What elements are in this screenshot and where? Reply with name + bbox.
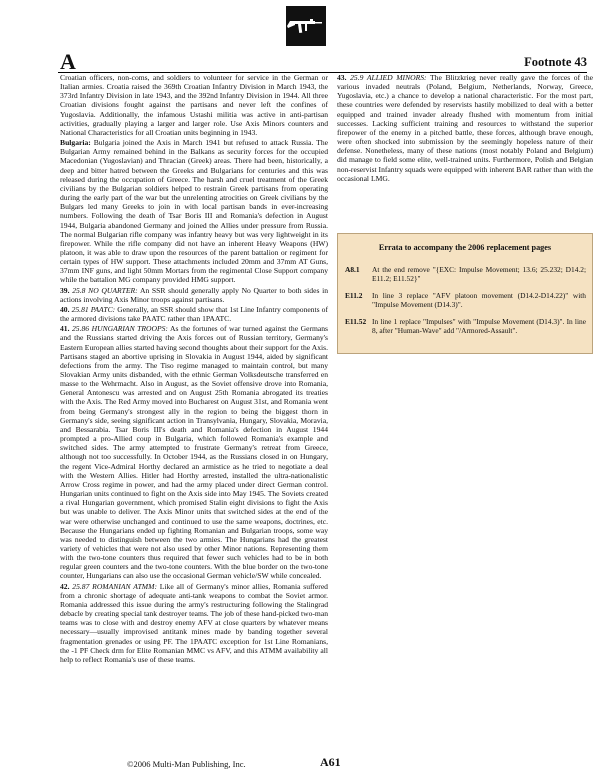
note-reference: 25.87 ROMANIAN ATMM:: [69, 581, 157, 591]
note-number: 39.: [60, 285, 70, 295]
errata-text: In line 1 replace "Impulses" with "Impulse Movement (D14.3)". In line 8, after "Human-Wave" add "/Armored-Assault".: [372, 317, 586, 335]
errata-text: At the end remove "{EXC: Impulse Movement; 13.6; 25.232; D14.2; E11.2; E11.52}": [372, 265, 586, 283]
note-42: [60, 582, 328, 664]
errata-text: In line 3 replace "AFV platoon movement (D14.2-D14.22)" with "Impulse Movement (D14.3)".: [372, 291, 586, 309]
right-column: [337, 73, 593, 184]
bulgaria-paragraph: [60, 138, 328, 285]
page-number: A61: [320, 755, 341, 769]
croatia-paragraph: Croatian officers, non-coms, and soldiers to volunteer for service in the German or Italian armies. Croatia raised the 369th Croatian Infantry Division in March 1943, the 373rd Infantry Division in late 1943, and the 392nd Infantry Division in 1944. All three Croatian divisions fought against the partisans and never left the confines of Yugoslavia. Additionally, the infamous Ustashi militia was active in anti-partisan activities, gradually playing a larger and larger role. Use Axis Minors counters and National Characteristics for all Croatian units beginning in 1943.: [60, 73, 328, 137]
errata-box: [337, 233, 593, 354]
note-reference: 25.81 PAATC:: [69, 304, 116, 314]
note-text: An SSR should generally apply No Quarter to both sides in actions involving Axis Minor troops against partisans.: [60, 285, 328, 304]
errata-row: [345, 291, 586, 309]
note-text: Generally, an SSR should show that 1st Line Infantry components of the armored divisions take PAATC rather than 1PAATC.: [60, 304, 328, 324]
note-reference: 25.8 NO QUARTER:: [69, 285, 138, 295]
section-letter: A: [60, 49, 76, 74]
note-number: 41.: [60, 324, 70, 334]
note-text: Like all of Germany's minor allies, Romania suffered from a chronic shortage of adequate anti-tank weapons to combat the Soviet armor. Romania addressed this issue during the army's restructuring following the Stalingrad debacle by creating special tank destroyer teams. The job of these hand-picked two-man teams was to close with and destroy enemy AFV at close quarters by whatever means necessary—usually improvised antitank mines made by banding together several fragmentation grenades or using PF. The 1PAATC exception for 1st Line Romanians, the -1 PF Check drm for Elite Romanian MMC vs AFV, and this ATMM availability all help to reflect Romania's use of these teams.: [60, 581, 328, 664]
note-text: As the fortunes of war turned against the Germans and the Russians started driving the Axis forces out of Russian territory, Germany's Eastern European allies started having second thoughts about their support for the Axis. Partisans staged an abortive uprising in Slovakia in August 1944, aided by significant defections from the army. The Tiso regime managed to maintain control, but many Slovakian Army units disbanded, with the ethnic German Volksdeutsche transferred en masse to the Wehrmacht. Also in August, as the Soviet offensive drove into Romania, General Antonescu was arrested and on August 25th Romania abrogated its treaties with the Axis. The Red Army moved into Bucharest on August 31st, and Romania went from being Germany's strongest ally in the region to being the biggest thorn in Germany's side, seeing significant action in Transylvania, Hungary, Slovakia, Moravia, and Bessarabia. Tsar Boris III's death and Romania's defection in August 1944 prompted a pro-Allied coup in Bulgaria, which followed Romania's example and switched sides. The army attempted to frustrate Germany's retreat from Greece, although not too successfully. In October 1944, as the Russians closed in on Hungary, the regent Vice-Admiral Horthy declared an armistice as he tried to negotiate a deal with the Western Allies. Hitler had Horthy arrested, installed the ultra-nationalistic Arrow Cross regime in power, and had the army placed under direct German control. Hungarian units continued to fight on the Axis side into May 1945. The Soviets created a rival Hungarian government, which promised Stalin eight divisions to fight the Axis but was unable to deliver. The Axis Minor units that switched sides at the end of the war were otherwise unchanged and continued to use the same weapons, doctrines, etc. Because the Hungarians ended up fighting Romanian and Bulgarian troops, some way was needed to distinguish between the two armies. The Hungarians had the greatest variety of vehicles that were not also used by other Minor nations. Representing them with the two-tone counters thus required that fewer such vehicles had to be in both regular green counters and the two-tone counters. With the blue border on the two-tone counter, Hungarians can also use the occasional German vehicle/SW while concealed.: [60, 324, 328, 581]
note-40: [60, 305, 328, 323]
note-number: 42.: [60, 581, 70, 591]
note-39: [60, 286, 328, 304]
errata-code: A8.1: [345, 265, 360, 274]
footnote-heading: Footnote 43: [524, 55, 587, 69]
note-reference: 25.9 ALLIED MINORS:: [346, 73, 427, 82]
bulgaria-text: Bulgaria joined the Axis in March 1941 but refused to attack Russia. The Bulgarian Army remained behind in the Balkans as security forces for the occupied Macedonian (Yugoslavian) and Thracian (Greek) areas. There had been, historically, a deep and bitter hatred between the Greeks and Bulgarians for centuries and this was released during the occupation of Greece. The harsh and cruel treatment of the Greek civilians by the Bulgarian soldiers helped to restrain Greek partisans from operating during the early part of the war but the unrelenting atrocities on Greek civilians by the Bulgars led many Greeks to join in with local partisan bands in ever-increasing numbers. Following the death of Tsar Boris III and Romania's defection in August 1944, Bulgaria abandoned Germany and joined the Allies under pressure from Russia. The normal Bulgarian rifle company was infantry heavy but was very lightweight in its firepower. While the rifle company did not have an inherent Heavy Weapons (HW) platoon, it was able to draw upon the resources of the parent battalion or regiment for certain types of HW support. These attachments included 20mm and 37mm AT Guns, 37mm INF guns, and light 50mm Mortars from the regimental Close Support company while the battalion MG company provided HMG support.: [60, 138, 328, 285]
bulgaria-lead: Bulgaria:: [60, 138, 91, 148]
errata-row: [345, 265, 586, 283]
errata-title: Errata to accompany the 2006 replacement pages: [378, 243, 552, 252]
note-number: 43.: [337, 73, 347, 82]
note-41: [60, 324, 328, 580]
left-column: [60, 73, 328, 665]
copyright: ©2006 Multi-Man Publishing, Inc.: [127, 759, 246, 769]
errata-code: E11.2: [345, 291, 363, 300]
errata-row: [345, 317, 586, 335]
errata-code: E11.52: [345, 317, 367, 326]
note-text: The Blitzkrieg never really gave the forces of the various invaded neutrals (Poland, Belgium, Netherlands, Norway, Greece, Yugoslavia, etc.) a chance to develop a national characteristic. For the most part, these countries were defended by reservists hastily mobilized to deal with a better equipped and trained invader already flushed with momentum from initial successes. Lacking sufficient training and resources to withstand the superior firepower of the enemy in a pitched battle, these forces, although brave enough, were often shocked into submission by the seemingly hopeless nature of their defense. Nonetheless, many of these nations (most notably Poland and Belgium) did manage to field some elite, well-trained units. Furthermore, Polish and Belgian non-reservist Infantry squads were equipped with inherent BAR rather than with the occasional LMG.: [337, 73, 593, 183]
submachine-gun-icon: [286, 6, 326, 46]
note-43: [337, 73, 593, 183]
note-reference: 25.86 HUNGARIAN TROOPS:: [69, 324, 168, 334]
note-number: 40.: [60, 304, 70, 314]
